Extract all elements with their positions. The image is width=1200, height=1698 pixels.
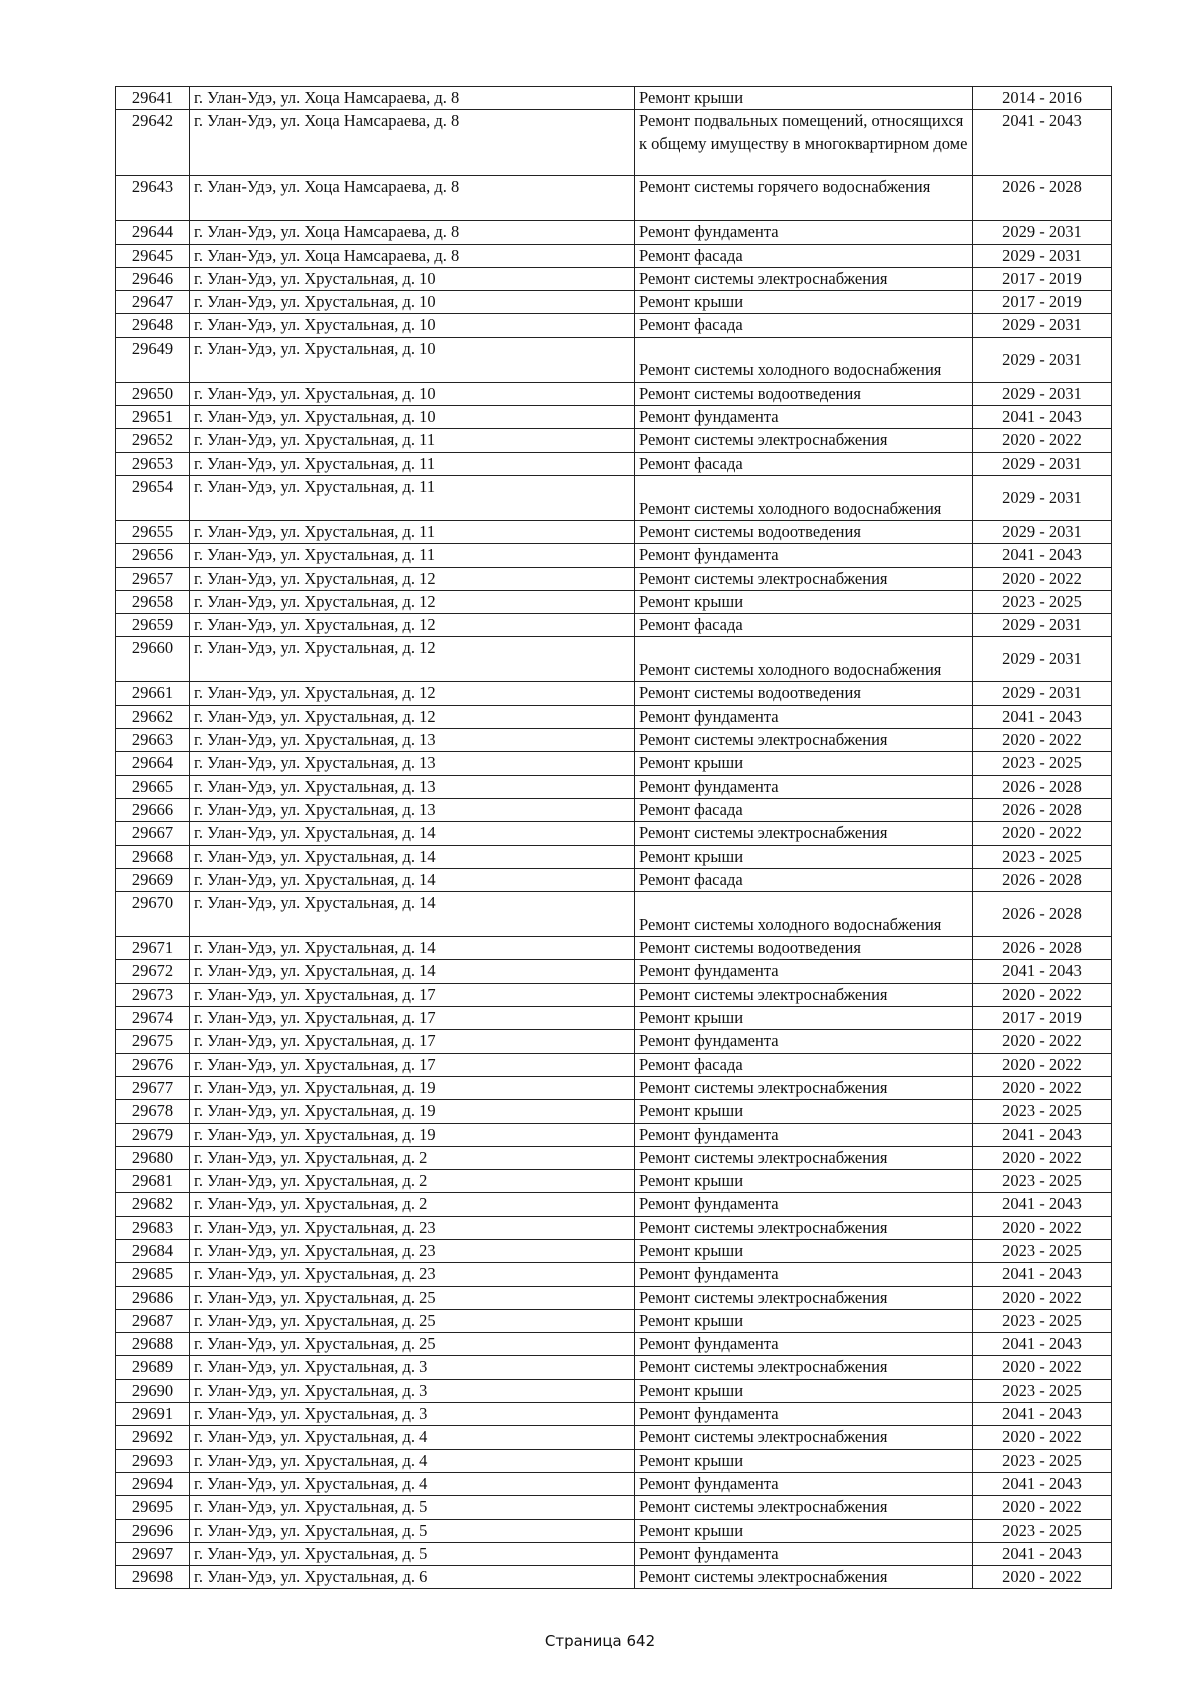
period-cell: 2020 - 2022 (973, 1053, 1112, 1076)
period-cell: 2023 - 2025 (973, 1309, 1112, 1332)
period-cell: 2029 - 2031 (973, 244, 1112, 267)
work-type-cell: Ремонт крыши (635, 845, 973, 868)
row-number-cell: 29650 (116, 382, 190, 405)
address-cell: г. Улан-Удэ, ул. Хрустальная, д. 25 (190, 1286, 635, 1309)
row-number-cell: 29656 (116, 544, 190, 567)
period-cell: 2017 - 2019 (973, 291, 1112, 314)
work-type-cell: Ремонт фундамента (635, 221, 973, 244)
work-type-cell: Ремонт крыши (635, 590, 973, 613)
address-cell: г. Улан-Удэ, ул. Хоца Намсараева, д. 8 (190, 87, 635, 110)
table-row (116, 406, 1112, 429)
table-row (116, 1123, 1112, 1146)
work-type-cell: Ремонт крыши (635, 1007, 973, 1030)
work-type-cell: Ремонт фундамента (635, 1403, 973, 1426)
table-row (116, 1100, 1112, 1123)
table-row (116, 729, 1112, 752)
table-row (116, 1379, 1112, 1402)
period-cell: 2014 - 2016 (973, 87, 1112, 110)
address-cell: г. Улан-Удэ, ул. Хрустальная, д. 12 (190, 637, 635, 682)
address-cell: г. Улан-Удэ, ул. Хрустальная, д. 19 (190, 1100, 635, 1123)
address-cell: г. Улан-Удэ, ул. Хрустальная, д. 25 (190, 1309, 635, 1332)
row-number-cell: 29655 (116, 520, 190, 543)
address-cell: г. Улан-Удэ, ул. Хрустальная, д. 10 (190, 291, 635, 314)
period-cell: 2029 - 2031 (973, 520, 1112, 543)
period-cell: 2023 - 2025 (973, 752, 1112, 775)
table-row (116, 87, 1112, 110)
period-cell: 2020 - 2022 (973, 729, 1112, 752)
table-row (116, 798, 1112, 821)
work-type-cell: Ремонт подвальных помещений, относящихся к общему имуществу в многоквартирном доме (635, 110, 973, 176)
work-type-cell: Ремонт системы холодного водоснабжения (635, 892, 973, 937)
row-number-cell: 29669 (116, 868, 190, 891)
row-number-cell: 29685 (116, 1263, 190, 1286)
work-type-cell: Ремонт системы водоотведения (635, 520, 973, 543)
work-type-cell: Ремонт крыши (635, 1449, 973, 1472)
row-number-cell: 29682 (116, 1193, 190, 1216)
row-number-cell: 29664 (116, 752, 190, 775)
address-cell: г. Улан-Удэ, ул. Хрустальная, д. 4 (190, 1426, 635, 1449)
address-cell: г. Улан-Удэ, ул. Хрустальная, д. 10 (190, 267, 635, 290)
table-row (116, 1356, 1112, 1379)
address-cell: г. Улан-Удэ, ул. Хрустальная, д. 11 (190, 452, 635, 475)
period-cell: 2020 - 2022 (973, 567, 1112, 590)
address-cell: г. Улан-Удэ, ул. Хрустальная, д. 2 (190, 1170, 635, 1193)
row-number-cell: 29679 (116, 1123, 190, 1146)
row-number-cell: 29684 (116, 1239, 190, 1262)
table-row (116, 1566, 1112, 1589)
period-cell: 2026 - 2028 (973, 775, 1112, 798)
table-row (116, 567, 1112, 590)
row-number-cell: 29660 (116, 637, 190, 682)
table-row (116, 892, 1112, 937)
work-type-cell: Ремонт фундамента (635, 1193, 973, 1216)
table-row (116, 429, 1112, 452)
period-cell: 2020 - 2022 (973, 1496, 1112, 1519)
period-cell: 2023 - 2025 (973, 1239, 1112, 1262)
table-row (116, 314, 1112, 337)
address-cell: г. Улан-Удэ, ул. Хрустальная, д. 10 (190, 406, 635, 429)
work-type-cell: Ремонт фундамента (635, 1472, 973, 1495)
period-cell: 2023 - 2025 (973, 1379, 1112, 1402)
address-cell: г. Улан-Удэ, ул. Хрустальная, д. 3 (190, 1403, 635, 1426)
table-row (116, 937, 1112, 960)
row-number-cell: 29658 (116, 590, 190, 613)
row-number-cell: 29653 (116, 452, 190, 475)
table-row (116, 1309, 1112, 1332)
work-type-cell: Ремонт крыши (635, 87, 973, 110)
work-type-cell: Ремонт крыши (635, 1379, 973, 1402)
period-cell: 2029 - 2031 (973, 637, 1112, 682)
table-row (116, 382, 1112, 405)
table-row (116, 590, 1112, 613)
work-type-cell: Ремонт системы горячего водоснабжения (635, 176, 973, 221)
work-type-cell: Ремонт системы электроснабжения (635, 1146, 973, 1169)
row-number-cell: 29668 (116, 845, 190, 868)
row-number-cell: 29644 (116, 221, 190, 244)
work-type-cell: Ремонт крыши (635, 1100, 973, 1123)
work-type-cell: Ремонт системы электроснабжения (635, 1426, 973, 1449)
row-number-cell: 29694 (116, 1472, 190, 1495)
table-row (116, 520, 1112, 543)
work-type-cell: Ремонт системы электроснабжения (635, 567, 973, 590)
table-row (116, 1170, 1112, 1193)
address-cell: г. Улан-Удэ, ул. Хрустальная, д. 13 (190, 798, 635, 821)
work-type-cell: Ремонт фасада (635, 614, 973, 637)
period-cell: 2041 - 2043 (973, 960, 1112, 983)
address-cell: г. Улан-Удэ, ул. Хрустальная, д. 5 (190, 1496, 635, 1519)
table-row (116, 637, 1112, 682)
repair-schedule-table (115, 86, 1112, 1589)
work-type-cell: Ремонт системы водоотведения (635, 382, 973, 405)
row-number-cell: 29665 (116, 775, 190, 798)
table-body (116, 87, 1112, 1589)
address-cell: г. Улан-Удэ, ул. Хрустальная, д. 2 (190, 1146, 635, 1169)
work-type-cell: Ремонт фасада (635, 314, 973, 337)
period-cell: 2041 - 2043 (973, 705, 1112, 728)
address-cell: г. Улан-Удэ, ул. Хрустальная, д. 17 (190, 1030, 635, 1053)
period-cell: 2041 - 2043 (973, 1123, 1112, 1146)
work-type-cell: Ремонт системы холодного водоснабжения (635, 337, 973, 382)
address-cell: г. Улан-Удэ, ул. Хрустальная, д. 23 (190, 1263, 635, 1286)
address-cell: г. Улан-Удэ, ул. Хрустальная, д. 12 (190, 590, 635, 613)
period-cell: 2020 - 2022 (973, 1146, 1112, 1169)
address-cell: г. Улан-Удэ, ул. Хрустальная, д. 4 (190, 1472, 635, 1495)
table-row (116, 960, 1112, 983)
period-cell: 2041 - 2043 (973, 110, 1112, 176)
address-cell: г. Улан-Удэ, ул. Хрустальная, д. 5 (190, 1542, 635, 1565)
row-number-cell: 29659 (116, 614, 190, 637)
period-cell: 2020 - 2022 (973, 1216, 1112, 1239)
table-row (116, 110, 1112, 176)
address-cell: г. Улан-Удэ, ул. Хрустальная, д. 4 (190, 1449, 635, 1472)
address-cell: г. Улан-Удэ, ул. Хрустальная, д. 3 (190, 1379, 635, 1402)
period-cell: 2017 - 2019 (973, 267, 1112, 290)
work-type-cell: Ремонт фундамента (635, 544, 973, 567)
work-type-cell: Ремонт системы водоотведения (635, 682, 973, 705)
address-cell: г. Улан-Удэ, ул. Хрустальная, д. 10 (190, 382, 635, 405)
period-cell: 2029 - 2031 (973, 221, 1112, 244)
row-number-cell: 29662 (116, 705, 190, 728)
work-type-cell: Ремонт системы электроснабжения (635, 729, 973, 752)
work-type-cell: Ремонт фундамента (635, 705, 973, 728)
period-cell: 2041 - 2043 (973, 1193, 1112, 1216)
table-row (116, 1542, 1112, 1565)
table-row (116, 1146, 1112, 1169)
work-type-cell: Ремонт фасада (635, 452, 973, 475)
row-number-cell: 29671 (116, 937, 190, 960)
address-cell: г. Улан-Удэ, ул. Хрустальная, д. 14 (190, 892, 635, 937)
table-row (116, 176, 1112, 221)
period-cell: 2026 - 2028 (973, 798, 1112, 821)
address-cell: г. Улан-Удэ, ул. Хрустальная, д. 23 (190, 1216, 635, 1239)
row-number-cell: 29663 (116, 729, 190, 752)
work-type-cell: Ремонт системы электроснабжения (635, 1496, 973, 1519)
work-type-cell: Ремонт системы электроснабжения (635, 1286, 973, 1309)
period-cell: 2029 - 2031 (973, 314, 1112, 337)
address-cell: г. Улан-Удэ, ул. Хрустальная, д. 14 (190, 845, 635, 868)
period-cell: 2041 - 2043 (973, 1263, 1112, 1286)
row-number-cell: 29649 (116, 337, 190, 382)
period-cell: 2041 - 2043 (973, 1333, 1112, 1356)
address-cell: г. Улан-Удэ, ул. Хрустальная, д. 12 (190, 614, 635, 637)
address-cell: г. Улан-Удэ, ул. Хрустальная, д. 6 (190, 1566, 635, 1589)
table-row (116, 1239, 1112, 1262)
period-cell: 2029 - 2031 (973, 475, 1112, 520)
address-cell: г. Улан-Удэ, ул. Хрустальная, д. 12 (190, 567, 635, 590)
period-cell: 2020 - 2022 (973, 1076, 1112, 1099)
table-row (116, 337, 1112, 382)
work-type-cell: Ремонт системы электроснабжения (635, 1076, 973, 1099)
table-row (116, 475, 1112, 520)
period-cell: 2029 - 2031 (973, 682, 1112, 705)
work-type-cell: Ремонт фасада (635, 244, 973, 267)
work-type-cell: Ремонт фундамента (635, 775, 973, 798)
table-row (116, 544, 1112, 567)
work-type-cell: Ремонт фасада (635, 798, 973, 821)
address-cell: г. Улан-Удэ, ул. Хрустальная, д. 11 (190, 544, 635, 567)
table-row (116, 983, 1112, 1006)
row-number-cell: 29693 (116, 1449, 190, 1472)
table-row (116, 452, 1112, 475)
period-cell: 2041 - 2043 (973, 1472, 1112, 1495)
period-cell: 2026 - 2028 (973, 868, 1112, 891)
row-number-cell: 29683 (116, 1216, 190, 1239)
row-number-cell: 29678 (116, 1100, 190, 1123)
work-type-cell: Ремонт системы электроснабжения (635, 822, 973, 845)
address-cell: г. Улан-Удэ, ул. Хрустальная, д. 17 (190, 1053, 635, 1076)
address-cell: г. Улан-Удэ, ул. Хрустальная, д. 10 (190, 337, 635, 382)
row-number-cell: 29654 (116, 475, 190, 520)
row-number-cell: 29647 (116, 291, 190, 314)
address-cell: г. Улан-Удэ, ул. Хрустальная, д. 13 (190, 775, 635, 798)
address-cell: г. Улан-Удэ, ул. Хрустальная, д. 11 (190, 475, 635, 520)
row-number-cell: 29667 (116, 822, 190, 845)
work-type-cell: Ремонт системы водоотведения (635, 937, 973, 960)
row-number-cell: 29681 (116, 1170, 190, 1193)
period-cell: 2041 - 2043 (973, 1403, 1112, 1426)
work-type-cell: Ремонт системы электроснабжения (635, 1216, 973, 1239)
address-cell: г. Улан-Удэ, ул. Хрустальная, д. 19 (190, 1123, 635, 1146)
row-number-cell: 29674 (116, 1007, 190, 1030)
table-row (116, 1053, 1112, 1076)
table-row (116, 845, 1112, 868)
address-cell: г. Улан-Удэ, ул. Хрустальная, д. 14 (190, 868, 635, 891)
period-cell: 2020 - 2022 (973, 429, 1112, 452)
row-number-cell: 29690 (116, 1379, 190, 1402)
table-row (116, 1286, 1112, 1309)
period-cell: 2041 - 2043 (973, 544, 1112, 567)
table-row (116, 1333, 1112, 1356)
table-row (116, 1449, 1112, 1472)
row-number-cell: 29661 (116, 682, 190, 705)
period-cell: 2023 - 2025 (973, 1519, 1112, 1542)
row-number-cell: 29646 (116, 267, 190, 290)
period-cell: 2029 - 2031 (973, 382, 1112, 405)
address-cell: г. Улан-Удэ, ул. Хрустальная, д. 11 (190, 520, 635, 543)
table-row (116, 291, 1112, 314)
period-cell: 2023 - 2025 (973, 1170, 1112, 1193)
address-cell: г. Улан-Удэ, ул. Хрустальная, д. 11 (190, 429, 635, 452)
row-number-cell: 29643 (116, 176, 190, 221)
period-cell: 2041 - 2043 (973, 1542, 1112, 1565)
row-number-cell: 29677 (116, 1076, 190, 1099)
table-row (116, 775, 1112, 798)
row-number-cell: 29672 (116, 960, 190, 983)
table-row (116, 752, 1112, 775)
address-cell: г. Улан-Удэ, ул. Хоца Намсараева, д. 8 (190, 110, 635, 176)
work-type-cell: Ремонт системы электроснабжения (635, 1356, 973, 1379)
period-cell: 2017 - 2019 (973, 1007, 1112, 1030)
row-number-cell: 29695 (116, 1496, 190, 1519)
period-cell: 2029 - 2031 (973, 337, 1112, 382)
row-number-cell: 29696 (116, 1519, 190, 1542)
row-number-cell: 29698 (116, 1566, 190, 1589)
period-cell: 2026 - 2028 (973, 892, 1112, 937)
row-number-cell: 29645 (116, 244, 190, 267)
table-row (116, 1216, 1112, 1239)
row-number-cell: 29688 (116, 1333, 190, 1356)
period-cell: 2023 - 2025 (973, 590, 1112, 613)
period-cell: 2020 - 2022 (973, 822, 1112, 845)
address-cell: г. Улан-Удэ, ул. Хоца Намсараева, д. 8 (190, 244, 635, 267)
address-cell: г. Улан-Удэ, ул. Хрустальная, д. 5 (190, 1519, 635, 1542)
work-type-cell: Ремонт крыши (635, 1519, 973, 1542)
period-cell: 2020 - 2022 (973, 1356, 1112, 1379)
address-cell: г. Улан-Удэ, ул. Хрустальная, д. 12 (190, 705, 635, 728)
work-type-cell: Ремонт системы электроснабжения (635, 983, 973, 1006)
period-cell: 2020 - 2022 (973, 1030, 1112, 1053)
work-type-cell: Ремонт крыши (635, 1309, 973, 1332)
period-cell: 2020 - 2022 (973, 1566, 1112, 1589)
address-cell: г. Улан-Удэ, ул. Хоца Намсараева, д. 8 (190, 221, 635, 244)
row-number-cell: 29648 (116, 314, 190, 337)
work-type-cell: Ремонт системы электроснабжения (635, 429, 973, 452)
row-number-cell: 29670 (116, 892, 190, 937)
work-type-cell: Ремонт фундамента (635, 960, 973, 983)
address-cell: г. Улан-Удэ, ул. Хрустальная, д. 17 (190, 983, 635, 1006)
table-row (116, 705, 1112, 728)
table-row (116, 1263, 1112, 1286)
work-type-cell: Ремонт системы холодного водоснабжения (635, 637, 973, 682)
work-type-cell: Ремонт крыши (635, 291, 973, 314)
row-number-cell: 29686 (116, 1286, 190, 1309)
table-row (116, 267, 1112, 290)
work-type-cell: Ремонт фасада (635, 868, 973, 891)
address-cell: г. Улан-Удэ, ул. Хрустальная, д. 13 (190, 752, 635, 775)
address-cell: г. Улан-Удэ, ул. Хрустальная, д. 19 (190, 1076, 635, 1099)
address-cell: г. Улан-Удэ, ул. Хрустальная, д. 12 (190, 682, 635, 705)
row-number-cell: 29689 (116, 1356, 190, 1379)
row-number-cell: 29673 (116, 983, 190, 1006)
row-number-cell: 29692 (116, 1426, 190, 1449)
row-number-cell: 29676 (116, 1053, 190, 1076)
row-number-cell: 29687 (116, 1309, 190, 1332)
address-cell: г. Улан-Удэ, ул. Хрустальная, д. 13 (190, 729, 635, 752)
table-row (116, 1519, 1112, 1542)
row-number-cell: 29657 (116, 567, 190, 590)
table-row (116, 244, 1112, 267)
table-row (116, 1426, 1112, 1449)
period-cell: 2023 - 2025 (973, 1100, 1112, 1123)
work-type-cell: Ремонт фундамента (635, 406, 973, 429)
work-type-cell: Ремонт системы электроснабжения (635, 1566, 973, 1589)
period-cell: 2026 - 2028 (973, 176, 1112, 221)
period-cell: 2029 - 2031 (973, 614, 1112, 637)
period-cell: 2026 - 2028 (973, 937, 1112, 960)
address-cell: г. Улан-Удэ, ул. Хрустальная, д. 14 (190, 937, 635, 960)
table-row (116, 1472, 1112, 1495)
work-type-cell: Ремонт фундамента (635, 1333, 973, 1356)
row-number-cell: 29642 (116, 110, 190, 176)
table-row (116, 682, 1112, 705)
period-cell: 2023 - 2025 (973, 845, 1112, 868)
work-type-cell: Ремонт крыши (635, 1239, 973, 1262)
row-number-cell: 29666 (116, 798, 190, 821)
work-type-cell: Ремонт фундамента (635, 1542, 973, 1565)
address-cell: г. Улан-Удэ, ул. Хоца Намсараева, д. 8 (190, 176, 635, 221)
table-row (116, 822, 1112, 845)
period-cell: 2041 - 2043 (973, 406, 1112, 429)
address-cell: г. Улан-Удэ, ул. Хрустальная, д. 14 (190, 960, 635, 983)
table-row (116, 1007, 1112, 1030)
work-type-cell: Ремонт фасада (635, 1053, 973, 1076)
work-type-cell: Ремонт системы холодного водоснабжения (635, 475, 973, 520)
table-row (116, 1496, 1112, 1519)
work-type-cell: Ремонт системы электроснабжения (635, 267, 973, 290)
work-type-cell: Ремонт фундамента (635, 1030, 973, 1053)
address-cell: г. Улан-Удэ, ул. Хрустальная, д. 2 (190, 1193, 635, 1216)
table-row (116, 1403, 1112, 1426)
row-number-cell: 29641 (116, 87, 190, 110)
period-cell: 2029 - 2031 (973, 452, 1112, 475)
row-number-cell: 29697 (116, 1542, 190, 1565)
work-type-cell: Ремонт фундамента (635, 1263, 973, 1286)
table-row (116, 1076, 1112, 1099)
work-type-cell: Ремонт крыши (635, 752, 973, 775)
address-cell: г. Улан-Удэ, ул. Хрустальная, д. 23 (190, 1239, 635, 1262)
work-type-cell: Ремонт крыши (635, 1170, 973, 1193)
row-number-cell: 29651 (116, 406, 190, 429)
period-cell: 2023 - 2025 (973, 1449, 1112, 1472)
table-row (116, 1193, 1112, 1216)
table-row (116, 1030, 1112, 1053)
row-number-cell: 29691 (116, 1403, 190, 1426)
table-row (116, 221, 1112, 244)
period-cell: 2020 - 2022 (973, 1426, 1112, 1449)
row-number-cell: 29675 (116, 1030, 190, 1053)
page-number: Страница 642 (544, 1632, 656, 1650)
row-number-cell: 29652 (116, 429, 190, 452)
work-type-cell: Ремонт фундамента (635, 1123, 973, 1146)
table-row (116, 868, 1112, 891)
address-cell: г. Улан-Удэ, ул. Хрустальная, д. 14 (190, 822, 635, 845)
period-cell: 2020 - 2022 (973, 1286, 1112, 1309)
row-number-cell: 29680 (116, 1146, 190, 1169)
period-cell: 2020 - 2022 (973, 983, 1112, 1006)
address-cell: г. Улан-Удэ, ул. Хрустальная, д. 17 (190, 1007, 635, 1030)
address-cell: г. Улан-Удэ, ул. Хрустальная, д. 25 (190, 1333, 635, 1356)
address-cell: г. Улан-Удэ, ул. Хрустальная, д. 10 (190, 314, 635, 337)
table-row (116, 614, 1112, 637)
address-cell: г. Улан-Удэ, ул. Хрустальная, д. 3 (190, 1356, 635, 1379)
